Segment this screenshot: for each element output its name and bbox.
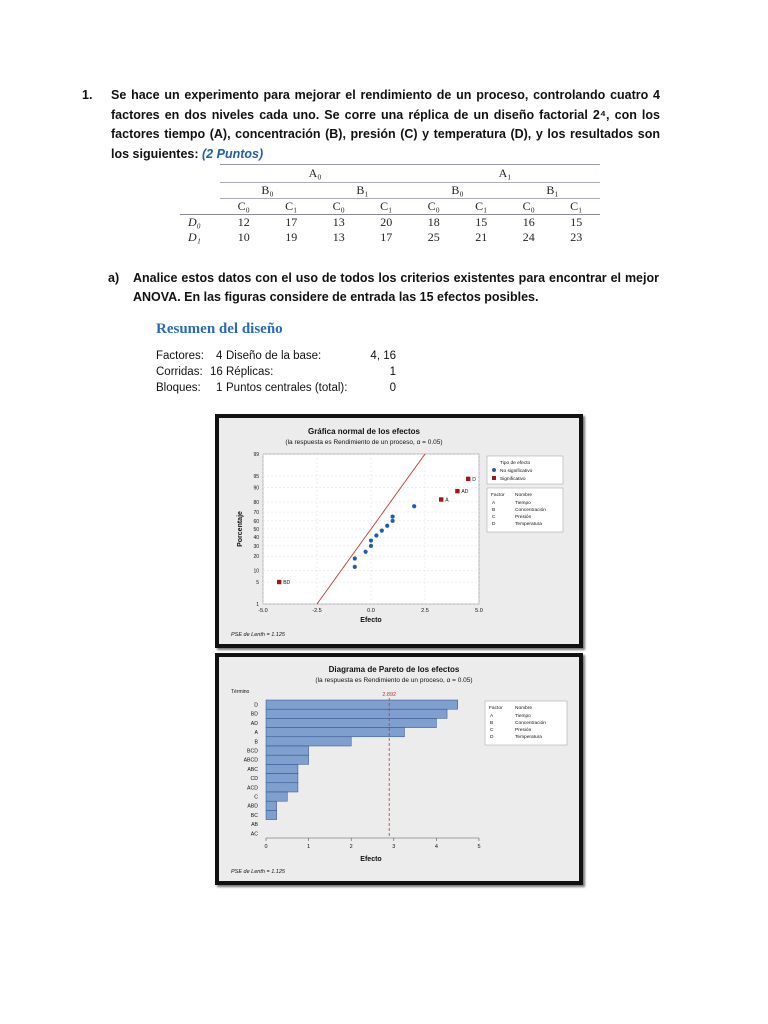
effect-point [412,504,416,508]
pareto-bar [266,700,458,709]
pareto-bar [266,783,298,792]
normal-plot-subtitle: (la respuesta es Rendimiento de un proceso, α = 0.05) [285,439,443,446]
table-cell: 12 [237,215,250,229]
factor-letter: D [492,522,496,527]
pareto-figure [215,653,583,885]
pareto-term-labels [244,703,259,838]
x-tick-label: -5.0 [258,608,268,614]
factor-name: Tiempo [515,714,531,719]
level-c: C₁ [268,199,316,215]
question-a-letter: a) [108,271,120,285]
y-tick-label: 30 [253,543,259,550]
y-tick-label: 5 [256,580,259,587]
table-cell: 18 [427,215,440,229]
row-label: D₀ [188,215,201,229]
table-cell: 17 [285,215,298,229]
level-b: B₁ [315,183,410,199]
factor-letter: B [490,721,494,726]
y-tick-label: 60 [253,518,259,525]
table-cell: 13 [332,230,345,244]
factor-letter: A [490,714,494,719]
effect-point [385,524,389,528]
summary-title: Resumen del diseño [156,321,283,337]
factor-letter: A [492,501,496,506]
experiment-data-table [180,164,600,245]
summary-row [156,348,396,364]
pareto-x-label: Efecto [360,856,382,863]
question-text-block [111,86,660,164]
factor-letter: D [490,735,494,740]
y-tick-label: 70 [253,510,259,517]
factor-letter: C [490,728,494,733]
normal-plot-x-ticks [258,608,483,614]
table-row [180,215,600,231]
summary-value: 1 [216,382,223,394]
level-c: C₁ [553,199,601,215]
question-a [108,269,659,307]
x-tick-label: 2 [349,844,353,850]
level-a1: A₁ [410,165,600,183]
factor-name: Presión [515,515,532,520]
table-cell: 23 [570,230,583,244]
level-c: C₁ [363,199,411,215]
y-tick-label: 80 [253,499,259,506]
lenth-footnote: PSE de Lenth = 1.125 [231,632,285,638]
row-label: D₁ [188,230,201,244]
x-tick-label: 5.0 [475,608,483,614]
term-label: BC [250,812,258,819]
level-c: C₁ [458,199,506,215]
effect-point [369,544,373,548]
factor-name: Temperatura [515,735,542,740]
normal-plot-y-ticks [253,452,259,608]
pareto-reference-label: 2.892 [382,692,397,698]
factor-name: Presión [515,728,532,733]
x-tick-label: 4 [434,844,438,850]
pareto-bar [266,801,277,810]
table-cell: 25 [427,230,440,244]
pareto-subtitle: (la respuesta es Rendimiento de un proceso, α = 0.05) [315,677,473,684]
significant-effect-point [439,497,443,501]
table-cell: 20 [380,215,393,229]
term-label: D [254,702,258,709]
y-tick-label: 50 [253,527,259,533]
pareto-bar [266,755,309,764]
factor-header: Nombre [515,493,533,498]
summary-key: Factores: [156,350,204,362]
summary-key: Puntos centrales (total): [226,382,348,394]
term-label: AC [250,831,258,838]
table-cell: 19 [285,230,298,244]
significant-effect-point [277,580,281,584]
factor-letter: B [492,508,496,513]
summary-key: Réplicas: [226,366,274,378]
effect-point [391,519,395,523]
summary-value: 4 [216,350,223,362]
x-tick-label: 1 [307,844,311,850]
normal-plot-figure [215,414,583,648]
pareto-bar [266,774,298,783]
table-cell: 24 [522,230,535,244]
pareto-bar [266,746,309,755]
term-label: CD [250,776,258,783]
x-tick-label: 0.0 [367,608,375,614]
level-c: C₀ [410,199,458,215]
normal-plot-y-label: Porcentaje [237,511,244,547]
summary-value: 0 [389,382,396,394]
summary-key: Corridas: [156,366,203,378]
summary-row [156,364,396,380]
legend-nonsig-marker [492,468,496,472]
table-cell: 17 [380,230,393,244]
y-tick-label: 95 [253,473,259,480]
term-label: A [254,730,258,737]
factor-header: Factor [489,706,503,711]
normal-plot-x-label: Efecto [360,617,382,624]
effect-label: D [472,476,476,483]
effect-label: A [445,497,449,504]
pareto-bar [266,709,447,718]
table-cell: 10 [237,230,250,244]
level-c: C₀ [220,199,268,215]
table-row [180,230,600,245]
y-tick-label: 10 [253,568,259,575]
factor-name: Concentración [515,721,546,726]
legend-item-label: Significativo [500,477,526,482]
question-text: Se hace un experimento para mejorar el rendimiento de un proceso, controlando cuatro 4 factores en dos niveles cada uno. Se corre una réplica de un diseño factorial 2⁴, con los factores tiempo (A), concentración (B), presión (C) y temperatura (D), y los resultados son los siguientes: [111,88,660,161]
summary-key: Diseño de la base: [226,350,322,362]
factor-letter: C [492,515,496,520]
significant-effect-point [466,477,470,481]
table-cell: 16 [522,215,535,229]
pareto-bar [266,728,404,737]
level-c: C₀ [505,199,553,215]
summary-value: 4, 16 [370,350,396,362]
pareto-bar [266,792,287,801]
table-cell: 21 [475,230,488,244]
pareto-bars [266,700,458,820]
legend-title: Tipo de efecto [500,461,531,466]
term-label: ABCD [243,757,258,764]
question-a-text: Analice estos datos con el uso de todos los criterios existentes para encontrar el mejor ANOVA. En las figuras considere de entrada las 15 efectos posibles. [133,271,659,304]
design-summary [156,348,396,396]
term-label: C [254,794,258,801]
term-label: ABD [247,803,258,810]
lenth-footnote: PSE de Lenth = 1.125 [231,869,285,875]
term-label: ACD [247,785,258,792]
normal-plot-title: Gráfica normal de los efectos [307,427,421,436]
pareto-bar [266,718,436,727]
y-tick-label: 20 [253,554,259,561]
term-label: BD [250,711,258,718]
question-1 [82,86,660,164]
summary-row [156,380,396,396]
level-c: C₀ [315,199,363,215]
y-tick-label: 99 [253,452,259,458]
pareto-bar [266,810,277,819]
factor-header: Factor [491,493,505,498]
pareto-y-label: Término [231,689,250,695]
pareto-bar [266,764,298,773]
effect-point [369,538,373,542]
question-points: (2 Puntos) [202,146,264,161]
y-tick-label: 1 [256,602,259,608]
x-tick-label: 0 [264,844,268,850]
legend-sig-marker [492,476,496,480]
pareto-title: Diagrama de Pareto de los efectos [328,665,460,674]
x-tick-label: 5 [477,844,481,850]
summary-key: Bloques: [156,382,201,394]
effect-label: AD [461,489,469,496]
summary-value: 16 [210,366,223,378]
term-label: ABC [247,766,258,773]
y-tick-label: 90 [253,485,259,492]
level-b: B₀ [410,183,505,199]
table-cell: 15 [475,215,488,229]
term-label: B [254,739,258,746]
table-cell: 13 [332,215,345,229]
effect-point [380,529,384,533]
effect-point [364,550,368,554]
term-label: AB [251,822,258,829]
level-b: B₀ [220,183,315,199]
effect-label: BD [283,580,291,587]
effect-point [353,556,357,560]
question-number: 1. [82,88,93,102]
factor-name: Tiempo [515,501,531,506]
x-tick-label: -2.5 [312,608,322,614]
factor-name: Temperatura [515,522,542,527]
legend-item-label: No significativo [500,469,533,474]
pareto-bar [266,737,351,746]
table-cell: 15 [570,215,583,229]
effect-point [353,565,357,569]
y-tick-label: 40 [253,535,259,542]
x-tick-label: 3 [392,844,396,850]
significant-effect-point [455,489,459,493]
effect-point [374,533,378,537]
term-label: AD [250,720,258,727]
factor-header: Nombre [515,706,533,711]
level-a0: A₀ [220,165,410,183]
factor-name: Concentración [515,508,546,513]
level-b: B₁ [505,183,600,199]
summary-value: 1 [389,366,396,378]
pareto-x-ticks [264,838,480,850]
term-label: BCD [247,748,258,755]
x-tick-label: 2.5 [421,608,429,614]
effect-point [391,514,395,518]
